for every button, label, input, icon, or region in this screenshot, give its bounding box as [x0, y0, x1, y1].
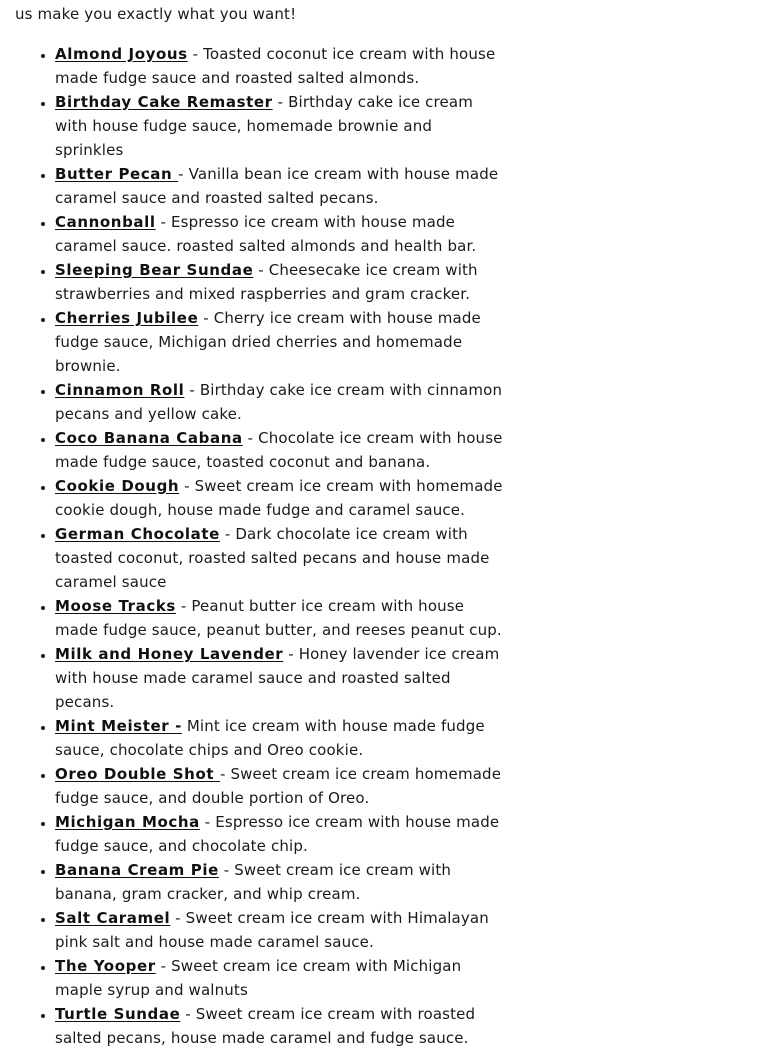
flavor-list — [15, 42, 505, 1050]
list-item — [55, 378, 505, 426]
flavor-description: Sweet cream ice cream with Michigan maple syrup and walnuts — [55, 957, 462, 999]
flavor-description: Dark chocolate ice cream with toasted coconut, roasted salted pecans and house made caramel sauce — [55, 525, 490, 591]
list-item — [55, 210, 505, 258]
flavor-link[interactable]: Almond Joyous — [55, 45, 188, 63]
flavor-link[interactable]: German Chocolate — [55, 525, 220, 543]
list-item — [55, 474, 505, 522]
flavor-link[interactable]: The Yooper — [55, 957, 156, 975]
flavor-separator: - — [180, 1005, 196, 1023]
flavor-link[interactable]: Cannonball — [55, 213, 156, 231]
list-item — [55, 426, 505, 474]
flavor-description: Sweet cream ice cream with Himalayan pink salt and house made caramel sauce. — [55, 909, 489, 951]
flavor-description: Birthday cake ice cream with house fudge sauce, homemade brownie and sprinkles — [55, 93, 474, 159]
list-item — [55, 714, 505, 762]
flavor-separator: - — [155, 957, 172, 975]
intro-text: us make you exactly what you want! — [15, 5, 297, 23]
list-item — [55, 42, 505, 90]
list-item — [55, 594, 505, 642]
flavor-link[interactable]: Moose Tracks — [55, 597, 176, 615]
list-item — [55, 906, 505, 954]
flavor-separator: - — [175, 597, 192, 615]
flavor-separator: - — [184, 381, 200, 399]
flavor-separator: - — [219, 765, 231, 783]
list-item — [55, 162, 505, 210]
flavor-link[interactable]: Salt Caramel — [55, 909, 171, 927]
flavor-description: Honey lavender ice cream with house made caramel sauce and roasted salted pecans. — [55, 645, 500, 711]
flavor-separator: - — [242, 429, 259, 447]
flavor-link[interactable]: Butter Pecan — [55, 165, 179, 183]
flavor-link[interactable]: Coco Banana Cabana — [55, 429, 243, 447]
flavor-separator: - — [187, 45, 204, 63]
flavor-separator: - — [179, 477, 195, 495]
flavor-link[interactable]: Oreo Double Shot — [55, 765, 220, 783]
flavor-description: Sweet cream ice cream homemade fudge sauce, and double portion of Oreo. — [55, 765, 502, 807]
flavor-separator: - — [170, 909, 186, 927]
flavor-description: Sweet cream ice cream with roasted salted pecans, house made caramel and fudge sauce. — [55, 1005, 476, 1047]
flavor-description: Peanut butter ice cream with house made fudge sauce, peanut butter, and reeses peanut cup. — [55, 597, 502, 639]
list-item — [55, 1002, 505, 1050]
flavor-description: Chocolate ice cream with house made fudge sauce, toasted coconut and banana. — [55, 429, 503, 471]
flavor-separator: - — [155, 213, 172, 231]
flavor-separator: - — [253, 261, 269, 279]
flavor-link[interactable]: Birthday Cake Remaster — [55, 93, 273, 111]
flavor-separator: - — [199, 813, 216, 831]
flavor-description: Sweet cream ice cream with banana, gram cracker, and whip cream. — [55, 861, 452, 903]
list-item — [55, 810, 505, 858]
flavor-link[interactable]: Cherries Jubilee — [55, 309, 199, 327]
flavor-separator: - — [178, 165, 189, 183]
flavor-description: Espresso ice cream with house made fudge sauce, and chocolate chip. — [55, 813, 500, 855]
flavor-description: Sweet cream ice cream with homemade cookie dough, house made fudge and caramel sauce. — [55, 477, 503, 519]
flavor-description: Cherry ice cream with house made fudge sauce, Michigan dried cherries and homemade brownie. — [55, 309, 481, 375]
flavor-link[interactable]: Sleeping Bear Sundae — [55, 261, 254, 279]
flavor-separator: - — [219, 525, 236, 543]
flavor-description: Cheesecake ice cream with strawberries and mixed raspberries and gram cracker. — [55, 261, 478, 303]
flavor-description: Mint ice cream with house made fudge sauce, chocolate chips and Oreo cookie. — [55, 717, 485, 759]
flavor-link[interactable]: Cinnamon Roll — [55, 381, 185, 399]
list-item — [55, 642, 505, 714]
list-item — [55, 762, 505, 810]
list-item — [55, 522, 505, 594]
flavor-link[interactable]: Michigan Mocha — [55, 813, 200, 831]
flavor-link[interactable]: Banana Cream Pie — [55, 861, 219, 879]
flavor-description: Vanilla bean ice cream with house made caramel sauce and roasted salted pecans. — [55, 165, 499, 207]
list-item — [55, 954, 505, 1002]
flavor-description: Espresso ice cream with house made caramel sauce. roasted salted almonds and health bar. — [55, 213, 477, 255]
flavor-link[interactable]: Cookie Dough — [55, 477, 180, 495]
list-item — [55, 858, 505, 906]
flavor-separator: - — [198, 309, 214, 327]
flavor-link[interactable]: Turtle Sundae — [55, 1005, 181, 1023]
flavor-description: Birthday cake ice cream with cinnamon pecans and yellow cake. — [55, 381, 503, 423]
flavor-link[interactable]: Milk and Honey Lavender — [55, 645, 284, 663]
flavor-separator: - — [218, 861, 235, 879]
list-item — [55, 90, 505, 162]
flavor-separator: - — [272, 93, 289, 111]
list-item — [55, 258, 505, 306]
flavor-link[interactable]: Mint Meister - — [55, 717, 182, 735]
flavor-description: Toasted coconut ice cream with house made fudge sauce and roasted salted almonds. — [55, 45, 496, 87]
list-item — [55, 306, 505, 378]
flavor-separator: - — [283, 645, 299, 663]
